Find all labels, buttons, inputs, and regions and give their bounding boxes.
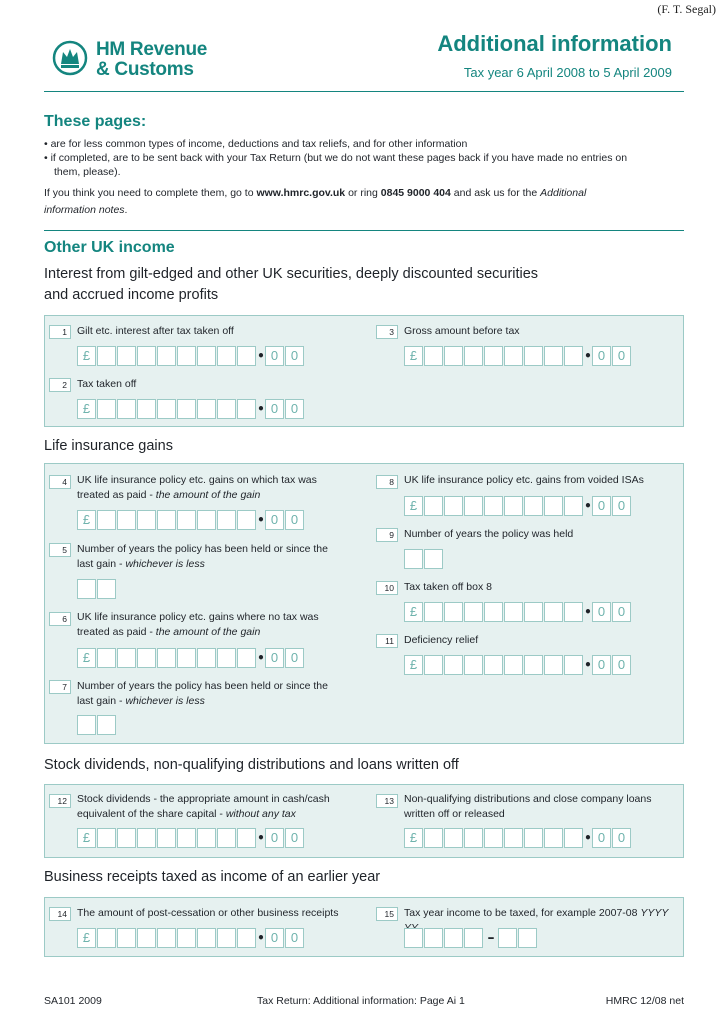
- digit-cell[interactable]: [237, 399, 256, 419]
- currency-cell: £: [77, 928, 96, 948]
- box-14-amount-input[interactable]: [77, 927, 305, 949]
- intro-text: If you think you need to complete them, go to: [44, 187, 257, 199]
- intro-paragraph: [44, 185, 664, 219]
- digit-cell[interactable]: [444, 828, 463, 848]
- currency-cell: £: [77, 346, 96, 366]
- pence-cell: 0: [265, 399, 284, 419]
- stock-dividends-heading: Stock dividends, non-qualifying distributions and loans written off: [44, 757, 459, 773]
- gilt-heading-line: and accrued income profits: [44, 287, 219, 303]
- digit-cell[interactable]: [504, 655, 523, 675]
- digit-cell[interactable]: [444, 602, 463, 622]
- box-number: 10: [376, 581, 398, 595]
- currency-cell: £: [77, 510, 96, 530]
- digit-cell[interactable]: [177, 648, 196, 668]
- digit-cell[interactable]: [97, 399, 116, 419]
- digit-cell[interactable]: [77, 579, 96, 599]
- pence-cell: 0: [285, 510, 304, 530]
- box-6-label: [77, 610, 319, 640]
- pence-cell: 0: [592, 655, 611, 675]
- box-11-label: Deficiency relief: [404, 634, 479, 646]
- digit-cell[interactable]: [424, 496, 443, 516]
- digit-cell[interactable]: [97, 346, 116, 366]
- digit-cell[interactable]: [544, 496, 563, 516]
- label-line: Stock dividends - the appropriate amount in cash/cash: [77, 793, 330, 805]
- currency-cell: £: [404, 496, 423, 516]
- pence-cell: 0: [612, 346, 631, 366]
- currency-cell: £: [404, 602, 423, 622]
- digit-cell[interactable]: [504, 602, 523, 622]
- digit-cell[interactable]: [424, 602, 443, 622]
- digit-cell[interactable]: [544, 655, 563, 675]
- business-receipts-panel: [44, 897, 684, 957]
- label-text: last gain -: [77, 558, 126, 570]
- digit-cell[interactable]: [404, 549, 423, 569]
- currency-cell: £: [77, 399, 96, 419]
- decimal-point: •: [584, 349, 592, 363]
- pence-cell: 0: [612, 602, 631, 622]
- digit-cell[interactable]: [117, 648, 136, 668]
- box-number: 8: [376, 475, 398, 489]
- box-number: 13: [376, 794, 398, 808]
- label-text: equivalent of the share capital -: [77, 808, 226, 820]
- digit-cell[interactable]: [157, 346, 176, 366]
- life-insurance-panel: [44, 463, 684, 744]
- digit-cell[interactable]: [77, 715, 96, 735]
- currency-cell: £: [77, 648, 96, 668]
- pence-cell: 0: [612, 655, 631, 675]
- decimal-point: •: [257, 651, 265, 665]
- digit-cell[interactable]: [484, 828, 503, 848]
- decimal-point: •: [584, 499, 592, 513]
- digit-cell[interactable]: [544, 828, 563, 848]
- digit-cell[interactable]: [524, 602, 543, 622]
- digit-cell[interactable]: [137, 828, 156, 848]
- box-5-years-input[interactable]: [77, 578, 117, 600]
- label-line: [77, 557, 328, 572]
- footer-page-label: Tax Return: Additional information: Page Ai 1: [257, 995, 465, 1007]
- digit-cell[interactable]: [137, 928, 156, 948]
- digit-cell[interactable]: [97, 928, 116, 948]
- box-number: 6: [49, 612, 71, 626]
- box-number: 2: [49, 378, 71, 392]
- label-italic: whichever is less: [125, 695, 205, 707]
- box-7-years-input[interactable]: [77, 714, 117, 736]
- pence-cell: 0: [285, 399, 304, 419]
- hmrc-logo: [96, 40, 207, 80]
- digit-cell[interactable]: [444, 496, 463, 516]
- digit-cell[interactable]: [197, 346, 216, 366]
- digit-cell[interactable]: [97, 510, 116, 530]
- label-text: treated as paid -: [77, 489, 156, 501]
- currency-cell: £: [404, 655, 423, 675]
- label-italic: the amount of the gain: [155, 489, 261, 501]
- digit-cell[interactable]: [157, 399, 176, 419]
- digit-cell[interactable]: [424, 655, 443, 675]
- digit-cell[interactable]: [117, 399, 136, 419]
- box-11-amount-input[interactable]: [404, 654, 632, 676]
- pence-cell: 0: [285, 648, 304, 668]
- box-number: 9: [376, 528, 398, 542]
- pence-cell: 0: [592, 602, 611, 622]
- pence-cell: 0: [285, 346, 304, 366]
- digit-cell[interactable]: [237, 828, 256, 848]
- tax-year-subtitle: Tax year 6 April 2008 to 5 April 2009: [463, 65, 672, 80]
- currency-cell: £: [77, 828, 96, 848]
- box-14-label: The amount of post-cessation or other business receipts: [77, 907, 339, 919]
- label-line: UK life insurance policy etc. gains where no tax was: [77, 611, 319, 623]
- digit-cell[interactable]: [157, 928, 176, 948]
- label-line: [77, 625, 319, 640]
- box-10-label: Tax taken off box 8: [404, 581, 492, 593]
- digit-cell[interactable]: [177, 346, 196, 366]
- digit-cell[interactable]: [157, 510, 176, 530]
- digit-cell[interactable]: [504, 346, 523, 366]
- author-note: (F. T. Segal): [657, 2, 716, 16]
- digit-cell[interactable]: [464, 496, 483, 516]
- box-9-years-input[interactable]: [404, 548, 444, 570]
- digit-cell[interactable]: [177, 828, 196, 848]
- box-4-amount-input[interactable]: [77, 509, 305, 531]
- decimal-point: •: [257, 513, 265, 527]
- digit-cell[interactable]: [97, 828, 116, 848]
- box-8-label: UK life insurance policy etc. gains from voided ISAs: [404, 474, 644, 486]
- bullet-continuation: them, please).: [54, 166, 121, 178]
- box-5-label: [77, 542, 328, 572]
- stock-dividends-panel: [44, 784, 684, 858]
- digit-cell[interactable]: [237, 928, 256, 948]
- digit-cell[interactable]: [157, 828, 176, 848]
- box-number: 15: [376, 907, 398, 921]
- digit-cell[interactable]: [217, 648, 236, 668]
- digit-cell[interactable]: [177, 399, 196, 419]
- pence-cell: 0: [265, 346, 284, 366]
- digit-cell[interactable]: [177, 928, 196, 948]
- digit-cell[interactable]: [177, 510, 196, 530]
- digit-cell[interactable]: [464, 602, 483, 622]
- digit-cell[interactable]: [137, 648, 156, 668]
- label-line: Number of years the policy has been held or since the: [77, 543, 328, 555]
- digit-cell[interactable]: [117, 828, 136, 848]
- intro-text: and ask us for the: [450, 187, 541, 199]
- label-line: Non-qualifying distributions and close company loans: [404, 793, 652, 805]
- digit-cell[interactable]: [97, 579, 116, 599]
- digit-cell[interactable]: [217, 828, 236, 848]
- box-1-label: Gilt etc. interest after tax taken off: [77, 325, 234, 337]
- box-3-label: Gross amount before tax: [404, 325, 520, 337]
- digit-cell[interactable]: [484, 655, 503, 675]
- box-12-label: [77, 792, 330, 822]
- box-1-amount-input[interactable]: [77, 345, 305, 367]
- digit-cell[interactable]: [444, 928, 463, 948]
- label-line: written off or released: [404, 808, 505, 820]
- digit-cell[interactable]: [464, 655, 483, 675]
- intro-text: or ring: [345, 187, 381, 199]
- pence-cell: 0: [285, 828, 304, 848]
- pence-cell: 0: [612, 496, 631, 516]
- digit-cell[interactable]: [524, 828, 543, 848]
- label-italic: YYYY: [640, 907, 669, 919]
- label-line: [77, 694, 328, 709]
- gilt-heading-line: Interest from gilt-edged and other UK securities, deeply discounted securities: [44, 266, 539, 282]
- decimal-point: •: [257, 402, 265, 416]
- box-7-label: [77, 679, 328, 709]
- decimal-point: •: [257, 831, 265, 845]
- other-uk-income-heading: Other UK income: [44, 239, 175, 256]
- digit-cell[interactable]: [544, 346, 563, 366]
- digit-cell[interactable]: [564, 602, 583, 622]
- currency-cell: £: [404, 828, 423, 848]
- box-15-tax-year-input[interactable]: [404, 927, 538, 949]
- notes-title: information notes: [44, 204, 125, 216]
- digit-cell[interactable]: [424, 549, 443, 569]
- digit-cell[interactable]: [424, 928, 443, 948]
- digit-cell[interactable]: [237, 346, 256, 366]
- intro-bullets: [44, 137, 684, 179]
- pence-cell: 0: [592, 496, 611, 516]
- box-number: 7: [49, 680, 71, 694]
- decimal-point: •: [257, 349, 265, 363]
- label-line: Number of years the policy has been held or since the: [77, 680, 328, 692]
- box-13-amount-input[interactable]: [404, 827, 632, 849]
- pence-cell: 0: [285, 928, 304, 948]
- digit-cell[interactable]: [197, 928, 216, 948]
- box-12-amount-input[interactable]: [77, 827, 305, 849]
- decimal-point: •: [584, 658, 592, 672]
- bullet-text: if completed, are to be sent back with your Tax Return (but we do not want these pages back if you have made no entries on: [50, 152, 628, 164]
- digit-cell[interactable]: [137, 399, 156, 419]
- digit-cell[interactable]: [217, 928, 236, 948]
- digit-cell[interactable]: [518, 928, 537, 948]
- footer-form-code: SA101 2009: [44, 995, 102, 1007]
- business-receipts-heading: Business receipts taxed as income of an earlier year: [44, 869, 381, 885]
- box-number: 4: [49, 475, 71, 489]
- digit-cell[interactable]: [217, 346, 236, 366]
- label-line: UK life insurance policy etc. gains on which tax was: [77, 474, 317, 486]
- label-italic: without any tax: [225, 808, 296, 820]
- label-italic: whichever is less: [125, 558, 205, 570]
- box-number: 11: [376, 634, 398, 648]
- label-line: [77, 807, 330, 822]
- digit-cell[interactable]: [444, 655, 463, 675]
- digit-cell[interactable]: [484, 602, 503, 622]
- box-number: 1: [49, 325, 71, 339]
- box-number: 12: [49, 794, 71, 808]
- digit-cell[interactable]: [237, 648, 256, 668]
- digit-cell[interactable]: [564, 346, 583, 366]
- digit-cell[interactable]: [197, 648, 216, 668]
- digit-cell[interactable]: [444, 346, 463, 366]
- box-8-amount-input[interactable]: [404, 495, 632, 517]
- digit-cell[interactable]: [237, 510, 256, 530]
- pence-cell: 0: [592, 346, 611, 366]
- gilt-heading: [44, 264, 538, 306]
- logo-line-2: & Customs: [96, 59, 194, 80]
- digit-cell[interactable]: [464, 828, 483, 848]
- label-text: treated as paid -: [77, 626, 156, 638]
- box-number: 5: [49, 543, 71, 557]
- digit-cell[interactable]: [564, 496, 583, 516]
- label-italic: the amount of the gain: [155, 626, 261, 638]
- digit-cell[interactable]: [197, 510, 216, 530]
- digit-cell[interactable]: [217, 399, 236, 419]
- pence-cell: 0: [265, 648, 284, 668]
- decimal-point: •: [584, 831, 592, 845]
- box-2-label: Tax taken off: [77, 378, 137, 390]
- section-divider: [44, 230, 684, 231]
- digit-cell[interactable]: [464, 928, 483, 948]
- digit-cell[interactable]: [424, 346, 443, 366]
- digit-cell[interactable]: [137, 346, 156, 366]
- page-title: Additional information: [437, 31, 672, 56]
- box-4-label: [77, 473, 317, 503]
- digit-cell[interactable]: [564, 655, 583, 675]
- footer-version: HMRC 12/08 net: [605, 995, 684, 1007]
- pence-cell: 0: [265, 928, 284, 948]
- box-2-amount-input[interactable]: [77, 398, 305, 420]
- logo-line-1: HM Revenue: [96, 39, 208, 60]
- digit-cell[interactable]: [137, 510, 156, 530]
- digit-cell[interactable]: [197, 828, 216, 848]
- digit-cell[interactable]: [504, 496, 523, 516]
- digit-cell[interactable]: [484, 496, 503, 516]
- box-number: 14: [49, 907, 71, 921]
- box-9-label: Number of years the policy was held: [404, 528, 574, 540]
- digit-cell[interactable]: [504, 828, 523, 848]
- decimal-point: •: [584, 605, 592, 619]
- digit-cell[interactable]: [117, 928, 136, 948]
- intro-heading: These pages:: [44, 113, 147, 130]
- bullet-item: • if completed, are to be sent back with your Tax Return (but we do not want these pages back if you have made no entries on: [44, 152, 628, 164]
- header-divider: [44, 91, 684, 92]
- label-line: [77, 488, 317, 503]
- box-13-label: [404, 792, 651, 822]
- currency-cell: £: [404, 346, 423, 366]
- label-text: Tax year income to be taxed, for example 2007-08: [404, 907, 641, 919]
- box-10-amount-input[interactable]: [404, 601, 632, 623]
- pence-cell: 0: [265, 510, 284, 530]
- pence-cell: 0: [612, 828, 631, 848]
- digit-cell[interactable]: [524, 496, 543, 516]
- hmrc-website-link[interactable]: www.hmrc.gov.uk: [256, 187, 346, 199]
- box-6-amount-input[interactable]: [77, 647, 305, 669]
- gilt-panel: [44, 315, 684, 427]
- digit-cell[interactable]: [564, 828, 583, 848]
- digit-cell[interactable]: [117, 346, 136, 366]
- digit-cell[interactable]: [544, 602, 563, 622]
- bullet-text: are for less common types of income, deductions and tax reliefs, and for other information: [50, 138, 468, 150]
- digit-cell[interactable]: [157, 648, 176, 668]
- box-number: 3: [376, 325, 398, 339]
- digit-cell[interactable]: [97, 648, 116, 668]
- notes-title: Additional: [540, 187, 587, 199]
- digit-cell[interactable]: [498, 928, 517, 948]
- pence-cell: 0: [265, 828, 284, 848]
- pence-cell: 0: [592, 828, 611, 848]
- digit-cell[interactable]: [524, 346, 543, 366]
- box-3-amount-input[interactable]: [404, 345, 632, 367]
- digit-cell[interactable]: [117, 510, 136, 530]
- phone-number: 0845 9000 404: [380, 187, 451, 199]
- decimal-point: •: [257, 931, 265, 945]
- digit-cell[interactable]: [464, 346, 483, 366]
- year-separator: –: [487, 930, 495, 946]
- digit-cell[interactable]: [197, 399, 216, 419]
- digit-cell[interactable]: [424, 828, 443, 848]
- digit-cell[interactable]: [217, 510, 236, 530]
- bullet-item: • are for less common types of income, deductions and tax reliefs, and for other information: [44, 138, 468, 150]
- digit-cell[interactable]: [404, 928, 423, 948]
- life-insurance-heading: Life insurance gains: [44, 438, 173, 454]
- digit-cell[interactable]: [97, 715, 116, 735]
- intro-text: .: [124, 204, 128, 216]
- digit-cell[interactable]: [484, 346, 503, 366]
- digit-cell[interactable]: [524, 655, 543, 675]
- label-text: last gain -: [77, 695, 126, 707]
- crown-crest-icon: [52, 38, 88, 78]
